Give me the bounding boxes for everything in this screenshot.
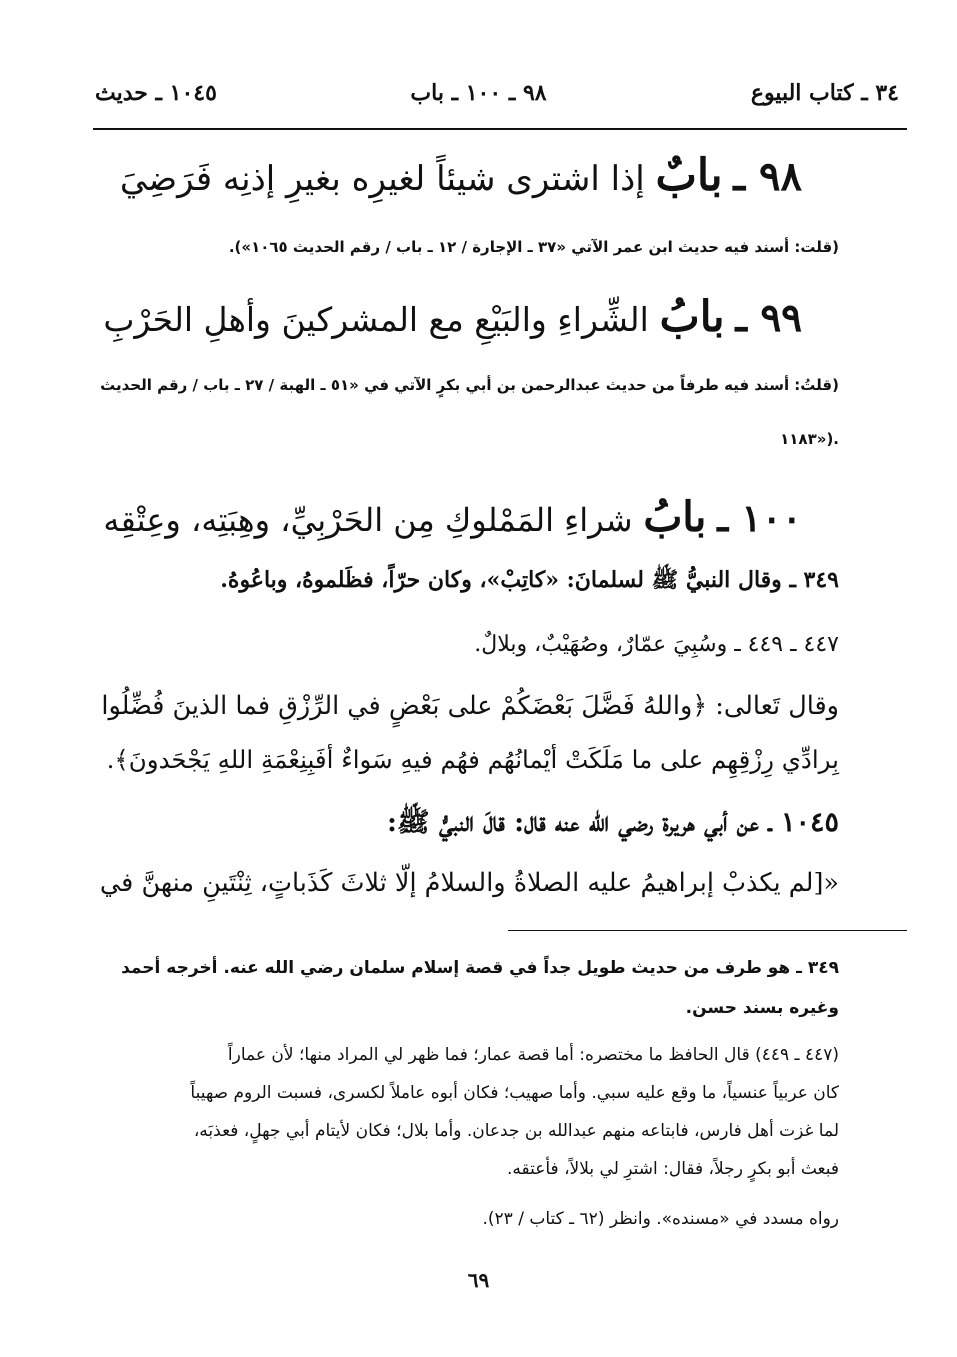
- header-book-title: ٣٤ ـ كتاب البيوع: [750, 80, 899, 106]
- page-number: ٦٩: [467, 1268, 490, 1292]
- section-99-note-line2: ١١٨٣»).: [780, 430, 839, 448]
- footnote-447-line5: رواه مسدد في «مسنده». وانظر (٦٢ ـ كتاب / ٢٣).: [482, 1209, 839, 1229]
- footnote-447-line1: (٤٤٧ ـ ٤٤٩) قال الحافظ ما مختصره: أما قصة عمار؛ فما ظهر لي المراد منها؛ لأن عماراً: [227, 1045, 839, 1065]
- hadith-447-449-text: ٤٤٧ ـ ٤٤٩ ـ وسُبِيَ عمّارٌ، وصُهَيْبٌ، وبلالٌ.: [474, 632, 839, 657]
- section-99-note-line1: (قلتُ: أسند فيه طرفاً من حديث عبدالرحمن بن أبي بكرٍ الآتي في «٥١ ـ الهبة / ٢٧ ـ باب / رقم الحديث: [100, 376, 839, 394]
- verse-line-1: وقال تَعالى: ﴿واللهُ فَضَّلَ بَعْضَكُمْ على بَعْضٍ في الرِّزْقِ فما الذينَ فُضِّلُوا: [101, 691, 839, 721]
- section-98-number: ٩٨ ـ: [733, 153, 802, 200]
- hadith-1045-intro: ١٠٤٥ ـ عن أبي هريرة رضي الله عنه قال: قالَ النبيُّ ﷺ:: [387, 807, 839, 838]
- section-99-number: ٩٩ ـ: [735, 296, 802, 341]
- section-100-number: ١٠٠ ـ: [717, 496, 802, 540]
- header-hadith-number: ١٠٤٥ ـ حديث: [95, 80, 217, 106]
- section-100-bab: بابُ: [643, 492, 707, 541]
- footnote-349-line1: ٣٤٩ ـ هو طرف من حديث طويل جداً في قصة إسلام سلمان رضي الله عنه. أخرجه أحمد: [121, 958, 839, 978]
- section-99-title: الشِّراءِ والبَيْعِ مع المشركينَ وأهلِ الحَرْبِ: [103, 300, 649, 339]
- section-98-heading: [120, 150, 802, 201]
- footnote-447-line2: كان عربياً عنسياً، ما وقع عليه سبي. وأما صهيب؛ فكان أبوه عاملاً لكسرى، فسبت الروم صهيباً: [190, 1083, 839, 1103]
- section-98-note: (قلت: أسند فيه حديث ابن عمر الآتي «٣٧ ـ الإجارة / ١٢ ـ باب / رقم الحديث ١٠٦٥»).: [228, 238, 839, 256]
- verse-line-2: بِرادِّي رِزْقِهِم على ما مَلَكَتْ أيْمانُهُم فهُم فيهِ سَواءٌ أفَبِنِعْمَةِ اللهِ يَجْحَدونَ﴾.: [106, 745, 839, 774]
- footnote-447-line4: فبعث أبو بكرٍ رجلاً، فقال: اشترِ لي بلالاً، فأعتقه.: [506, 1159, 839, 1179]
- section-99-heading: [103, 292, 802, 342]
- footnote-349-line2: وغيره بسند حسن.: [685, 998, 839, 1018]
- section-98-title: إذا اشترى شيئاً لغيرِه بغيرِ إذنِه فَرَضِيَ: [119, 159, 645, 199]
- hadith-349-text: ٣٤٩ ـ وقال النبيُّ ﷺ لسلمانَ: «كاتِبْ»، وكان حرّاً، فظَلموهُ، وباعُوهُ.: [220, 567, 839, 593]
- header-chapter-range: ٩٨ ـ ١٠٠ ـ باب: [410, 80, 547, 106]
- section-98-bab: بابٌ: [655, 150, 723, 201]
- hadith-1045-text: «[لم يكذبْ إبراهيمُ عليه الصلاةُ والسلامُ إلّا ثلاثَ كَذَباتٍ، ثِنْتَينِ منهنَّ في: [99, 868, 839, 898]
- footnote-447-line3: لما غزت أهل فارس، فابتاعه منهم عبدالله بن جدعان. وأما بلال؛ فكان لأيتام أبي جهلٍ، فعذبَه،: [193, 1121, 839, 1141]
- header-divider: [93, 128, 907, 130]
- section-100-heading: [103, 492, 802, 541]
- section-100-title: شراءِ المَمْلوكِ مِن الحَرْبِيِّ، وهِبَتِه، وعِتْقِه: [103, 501, 633, 539]
- footnote-divider: [508, 930, 907, 931]
- section-99-bab: بابُ: [659, 292, 725, 342]
